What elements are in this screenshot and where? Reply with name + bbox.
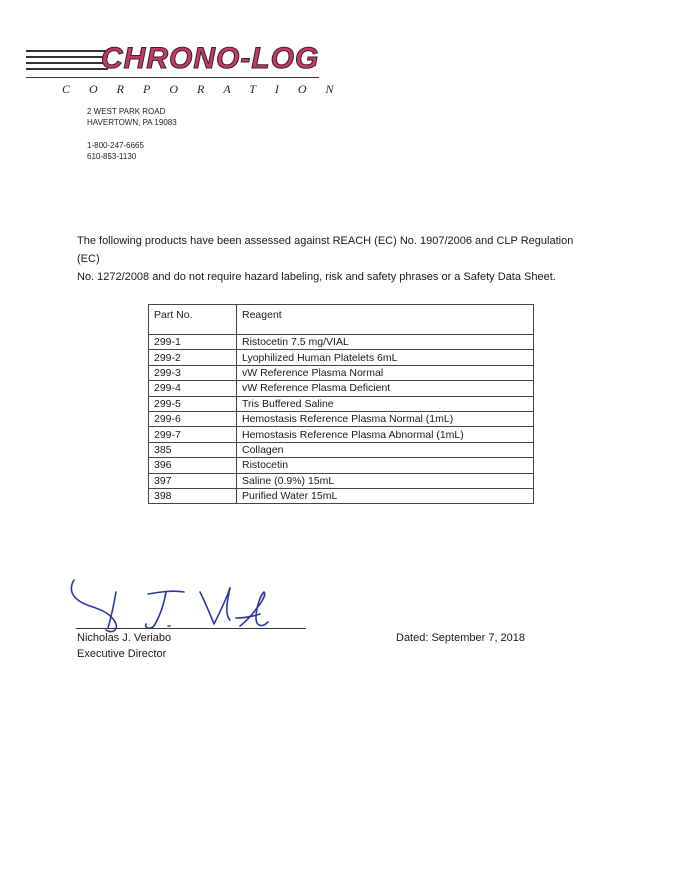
phone-block	[87, 140, 144, 162]
signer-name: Nicholas J. Veriabo	[77, 632, 172, 644]
table-row	[149, 427, 534, 442]
signature-line	[76, 628, 306, 629]
table-header-row	[149, 305, 534, 335]
reagent-cell: Ristocetin 7.5 mg/VIAL	[237, 335, 534, 350]
logo-rule	[26, 77, 319, 78]
reagent-cell: Saline (0.9%) 15mL	[237, 473, 534, 488]
date-line: Dated: September 7, 2018	[396, 632, 526, 644]
part-no-cell: 299-5	[149, 396, 237, 411]
intro-paragraph	[77, 232, 597, 286]
table-row	[149, 458, 534, 473]
logo-brand-text: CHRONO-LOG	[101, 42, 320, 75]
part-no-cell: 299-4	[149, 381, 237, 396]
table-row	[149, 381, 534, 396]
address-line-2: HAVERTOWN, PA 19083	[87, 118, 177, 127]
table-row	[149, 396, 534, 411]
phone-2: 610-853-1130	[87, 152, 137, 161]
part-no-cell: 385	[149, 442, 237, 457]
parts-table	[148, 304, 534, 504]
part-no-cell: 397	[149, 473, 237, 488]
company-logo	[26, 42, 353, 100]
table-row	[149, 473, 534, 488]
table-row	[149, 488, 534, 503]
reagent-cell: Ristocetin	[237, 458, 534, 473]
address-line-1: 2 WEST PARK ROAD	[87, 107, 166, 116]
part-no-cell: 299-1	[149, 335, 237, 350]
reagent-cell: Purified Water 15mL	[237, 488, 534, 503]
reagent-cell: Tris Buffered Saline	[237, 396, 534, 411]
signer-title: Executive Director	[77, 648, 167, 660]
intro-line-1: The following products have been assessed against REACH (EC) No. 1907/2006 and CLP Regulation (EC)	[77, 235, 574, 265]
phone-1: 1-800-247-6665	[87, 141, 144, 150]
logo-subtitle: CORPORATION	[62, 82, 353, 96]
reagent-cell: vW Reference Plasma Deficient	[237, 381, 534, 396]
reagent-cell: Hemostasis Reference Plasma Abnormal (1mL)	[237, 427, 534, 442]
reagent-cell: Lyophilized Human Platelets 6mL	[237, 350, 534, 365]
reagent-cell: vW Reference Plasma Normal	[237, 365, 534, 380]
part-no-cell: 398	[149, 488, 237, 503]
header-reagent: Reagent	[237, 305, 534, 335]
part-no-cell: 299-7	[149, 427, 237, 442]
table-row	[149, 442, 534, 457]
part-no-cell: 299-3	[149, 365, 237, 380]
header-part-no: Part No.	[149, 305, 237, 335]
part-no-cell: 299-2	[149, 350, 237, 365]
part-no-cell: 396	[149, 458, 237, 473]
table-row	[149, 335, 534, 350]
reagent-cell: Hemostasis Reference Plasma Normal (1mL)	[237, 411, 534, 426]
intro-line-2: No. 1272/2008 and do not require hazard labeling, risk and safety phrases or a Safety Data Sheet.	[77, 271, 556, 283]
logo-speed-lines	[26, 50, 108, 74]
handwritten-signature	[60, 574, 290, 636]
table-row	[149, 350, 534, 365]
reagent-cell: Collagen	[237, 442, 534, 457]
table-row	[149, 411, 534, 426]
address-block	[87, 106, 177, 128]
part-no-cell: 299-6	[149, 411, 237, 426]
table-row	[149, 365, 534, 380]
